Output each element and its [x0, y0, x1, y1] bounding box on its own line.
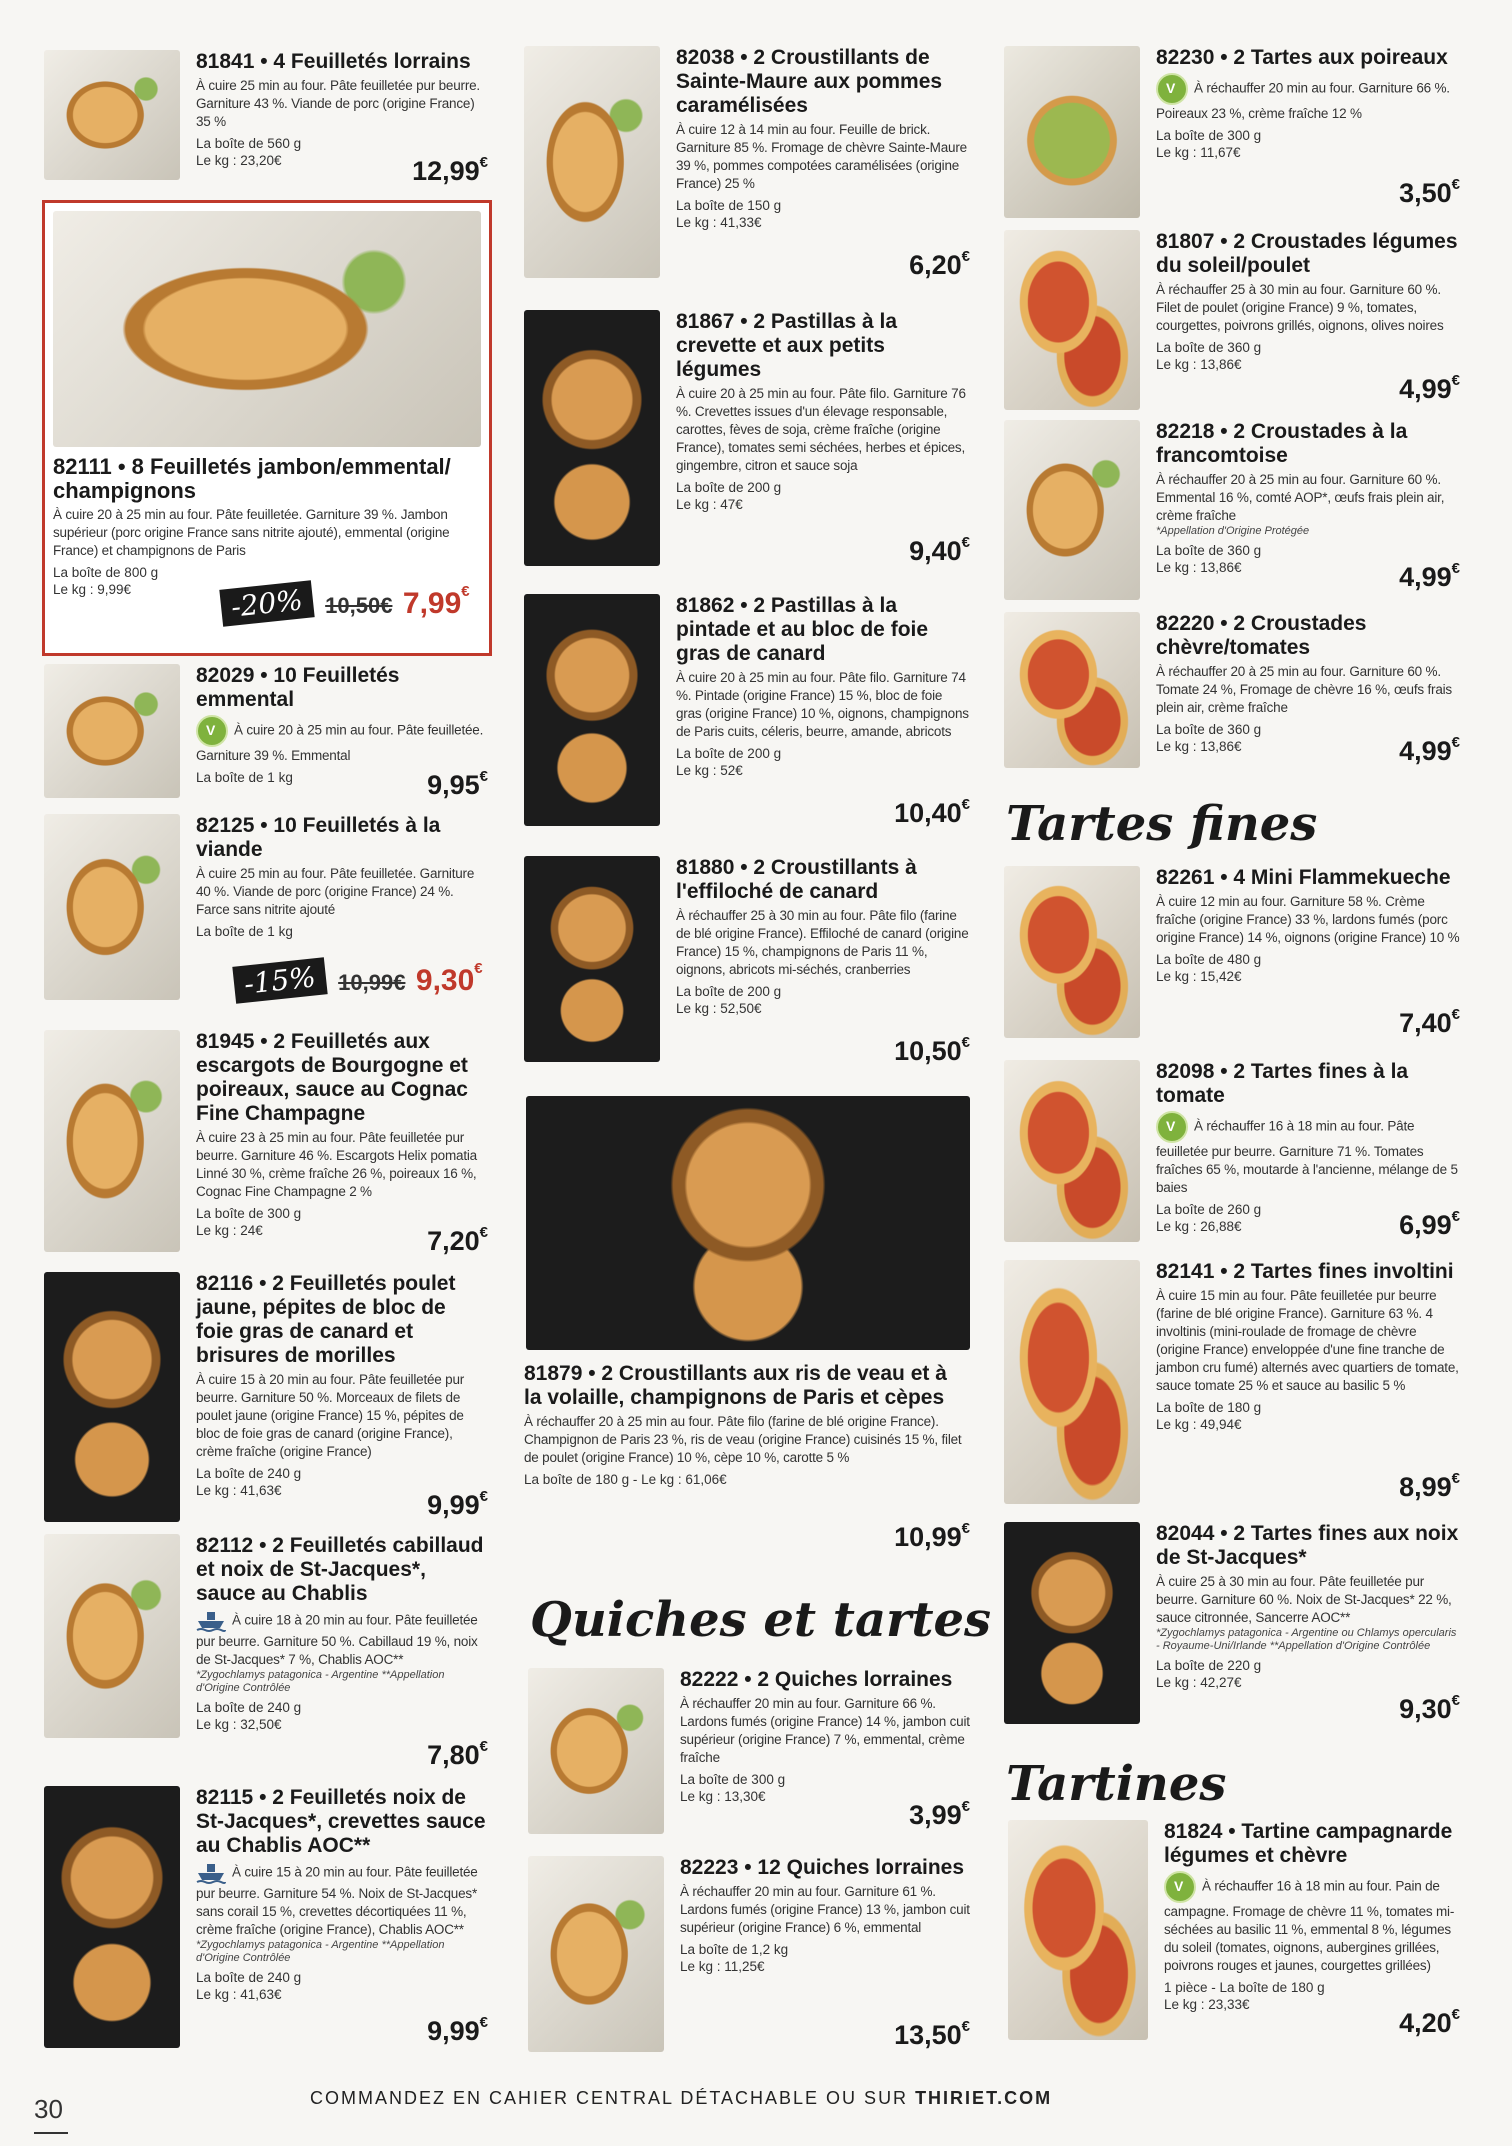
product-description: À cuire 25 min au four. Pâte feuilletée. Garniture 40 %. Viande de porc (origine France) 24 %. Farce sans nitrite ajouté: [196, 866, 475, 917]
product-image: [528, 1668, 664, 1834]
product-image: [524, 310, 660, 566]
product-price-per-kg: Le kg : 24€: [196, 1223, 263, 1238]
product-weight: La boîte de 220 g: [1156, 1658, 1262, 1673]
product-weight: La boîte de 800 g: [53, 565, 159, 580]
product-82220[interactable]: [1004, 612, 1460, 772]
product-description: À cuire 15 min au four. Pâte feuilletée pur beurre (farine de blé origine France). Garniture 63 %. 4 involtinis (mini-roulade de fromage de chèvre (origine France) enveloppée d'une fine tranche de jambon cru fumé) alternés avec quartiers de tomate, sauce tomate 25 % et sauce au basilic 5 %: [1156, 1288, 1459, 1393]
product-description: À réchauffer 20 min au four. Garniture 66 %. Lardons fumés (origine France) 14 %, jambon cuit supérieur (origine France) 7 %, emmental, crème fraîche: [680, 1696, 970, 1765]
product-price: 9,99€: [427, 2014, 488, 2046]
product-title: 81841 • 4 Feuilletés lorrains: [196, 50, 471, 73]
discount-block: [234, 962, 483, 999]
website-link[interactable]: THIRIET.COM: [915, 2088, 1053, 2108]
product-title: 82112 • 2 Feuilletés cabillaud et noix de St-Jacques*, sauce au Chablis: [196, 1534, 484, 1605]
discount-badge: -15%: [232, 957, 327, 1003]
product-price: 8,99€: [1399, 1470, 1460, 1502]
product-title: 81880 • 2 Croustillants à l'effiloché de canard: [676, 856, 917, 903]
product-price-per-kg: Le kg : 52€: [676, 763, 743, 778]
product-description: À cuire 12 à 14 min au four. Feuille de brick. Garniture 85 %. Fromage de chèvre Sainte-Maure 39 %, pommes compotées caramélisées (origine France) 25 %: [676, 122, 967, 191]
product-price: 4,99€: [1399, 560, 1460, 592]
product-82098[interactable]: [1004, 1060, 1460, 1244]
old-price: 10,50€: [325, 593, 393, 618]
product-price: 7,20€: [427, 1224, 488, 1256]
product-description: À réchauffer 20 à 25 min au four. Pâte filo (farine de blé origine France). Champignon de Paris 23 %, ris de veau (origine France) cuisinés 15 %, filet de poulet (origine France) 10 %, cèpe 10 %, carotte 5 %: [524, 1414, 962, 1465]
product-82218[interactable]: [1004, 420, 1460, 604]
product-price: 3,50€: [1399, 176, 1460, 208]
footnotes: *Zygochlamys patagonica - Argentine **Appellation d'Origine Contrôlée: [196, 1669, 445, 1694]
product-description: À cuire 25 min au four. Pâte feuilletée pur beurre. Garniture 43 %. Viande de porc (origine France) 35 %: [196, 78, 480, 129]
product-price: 10,99€: [894, 1520, 970, 1552]
product-title: 82218 • 2 Croustades à la francomtoise: [1156, 420, 1408, 467]
vegetarian-icon: [1156, 73, 1188, 105]
product-description: À cuire 23 à 25 min au four. Pâte feuilletée pur beurre. Garniture 46 %. Escargots Helix pomatia Linné 30 %, crème fraîche 26 %, poireaux 16 %, Cognac Fine Champagne 2 %: [196, 1130, 477, 1199]
product-image: [53, 211, 481, 447]
product-price: 13,50€: [894, 2018, 970, 2050]
product-price: 6,20€: [909, 248, 970, 280]
product-82038[interactable]: [524, 46, 970, 286]
product-82112[interactable]: [44, 1534, 488, 1774]
product-image: [1004, 420, 1140, 600]
product-title: 82223 • 12 Quiches lorraines: [680, 1856, 965, 1879]
product-price-per-kg: Le kg : 41,63€: [196, 1483, 282, 1498]
product-price: 9,95€: [427, 768, 488, 800]
product-image: [528, 1856, 664, 2052]
product-title: 82261 • 4 Mini Flammekueche: [1156, 866, 1451, 889]
product-price-per-kg: Le kg : 11,25€: [680, 1959, 765, 1974]
product-image: [524, 594, 660, 826]
product-description: À cuire 12 min au four. Garniture 58 %. Crème fraîche (origine France) 33 %, lardons fumés (porc origine France) 14 %, oignons (origine France) 10 %: [1156, 894, 1460, 945]
section-title-quiches: Quiches et tartes: [530, 1592, 992, 1648]
product-title: 82125 • 10 Feuilletés à la viande: [196, 814, 441, 861]
product-weight: La boîte de 300 g: [1156, 128, 1262, 143]
product-description: À réchauffer 25 à 30 min au four. Garniture 60 %. Filet de poulet (origine France) 9 %, tomates, courgettes, poivrons grillés, oignons, olives noires: [1156, 282, 1444, 333]
product-81862[interactable]: [524, 594, 970, 830]
product-description: À cuire 18 à 20 min au four. Pâte feuilletée pur beurre. Garniture 50 %. Cabillaud 19 %, noix de St-Jacques* 7 %, Chablis AOC**: [196, 1609, 488, 1669]
product-title: 82029 • 10 Feuilletés emmental: [196, 664, 400, 711]
product-image: [526, 1096, 970, 1350]
product-price: 4,99€: [1399, 734, 1460, 766]
product-price-per-kg: Le kg : 49,94€: [1156, 1417, 1242, 1432]
product-weight: La boîte de 150 g: [676, 198, 782, 213]
product-weight: La boîte de 300 g: [680, 1772, 786, 1787]
product-price-per-kg: Le kg : 41,63€: [196, 1987, 282, 2002]
product-weight: 1 pièce - La boîte de 180 g: [1164, 1980, 1325, 1995]
product-image: [1004, 866, 1140, 1038]
product-weight: La boîte de 480 g: [1156, 952, 1262, 967]
discount-badge: -20%: [219, 580, 314, 626]
product-82111-promo[interactable]: [42, 200, 492, 656]
product-description: VÀ cuire 20 à 25 min au four. Pâte feuilletée. Garniture 39 %. Emmental: [196, 715, 488, 765]
product-82141[interactable]: [1004, 1260, 1460, 1508]
product-image: [524, 46, 660, 278]
product-82261[interactable]: [1004, 866, 1460, 1042]
product-title: 82220 • 2 Croustades chèvre/tomates: [1156, 612, 1367, 659]
product-price-per-kg: Le kg : 42,27€: [1156, 1675, 1242, 1690]
product-image: [44, 1786, 180, 2048]
product-description: À cuire 20 à 25 min au four. Pâte filo. Garniture 74 %. Pintade (origine France) 15 %, bloc de foie gras (origine France) 10 %, oignons, champignons de Paris cuits, céleris, beurre, amande, abricots: [676, 670, 969, 739]
footnotes: *Zygochlamys patagonica - Argentine ou Chlamys opercularis - Royaume-Uni/Irlande **Appellation d'Origine Contrôlée: [1156, 1627, 1457, 1652]
product-weight-and-kg-price: La boîte de 180 g - Le kg : 61,06€: [524, 1472, 727, 1487]
product-price-per-kg: Le kg : 11,67€: [1156, 145, 1241, 160]
product-price: 7,80€: [427, 1738, 488, 1770]
new-price: 9,30€: [415, 960, 483, 997]
product-title: 82230 • 2 Tartes aux poireaux: [1156, 46, 1448, 69]
product-image: [44, 50, 180, 180]
new-price: 7,99€: [402, 583, 470, 620]
product-image: [1008, 1820, 1148, 2040]
product-weight: La boîte de 360 g: [1156, 543, 1262, 558]
product-weight: La boîte de 560 g: [196, 136, 302, 151]
product-description: À réchauffer 20 à 25 min au four. Garniture 60 %. Emmental 16 %, comté AOP*, œufs frais plein air, crème fraîche: [1156, 472, 1445, 523]
product-price-per-kg: Le kg : 32,50€: [196, 1717, 282, 1732]
product-price-per-kg: Le kg : 23,20€: [196, 153, 282, 168]
product-82115[interactable]: [44, 1786, 488, 2052]
product-weight: La boîte de 240 g: [196, 1970, 302, 1985]
product-title: 82116 • 2 Feuilletés poulet jaune, pépites de bloc de foie gras de canard et brisures de morilles: [196, 1272, 456, 1367]
product-description: À cuire 15 à 20 min au four. Pâte feuilletée pur beurre. Garniture 50 %. Morceaux de filets de poulet jaune (origine France) 15 %, pépites de bloc de foie gras de canard (origine France), crème fraîche (origine France): [196, 1372, 465, 1459]
product-title: 82044 • 2 Tartes fines aux noix de St-Jacques*: [1156, 1522, 1459, 1569]
product-description: À réchauffer 20 à 25 min au four. Garniture 60 %. Tomate 24 %, Fromage de chèvre 16 %, œufs frais plein air, crème fraîche: [1156, 664, 1452, 715]
old-price: 10,99€: [338, 970, 406, 995]
product-title: 82111 • 8 Feuilletés jambon/emmental/ champignons: [53, 454, 451, 503]
product-81879[interactable]: [524, 1096, 970, 1566]
product-image: [1004, 1260, 1140, 1504]
product-image: [44, 664, 180, 798]
page-number-underline: [34, 2132, 68, 2134]
product-title: 81945 • 2 Feuilletés aux escargots de Bourgogne et poireaux, sauce au Cognac Fine Champagne: [196, 1030, 468, 1125]
product-81841[interactable]: [44, 50, 488, 190]
product-image: [1004, 1060, 1140, 1242]
product-81807[interactable]: [1004, 230, 1460, 414]
product-price: 7,40€: [1399, 1006, 1460, 1038]
product-82029[interactable]: [44, 664, 488, 804]
product-81867[interactable]: [524, 310, 970, 570]
product-weight: La boîte de 260 g: [1156, 1202, 1262, 1217]
product-title: 81862 • 2 Pastillas à la pintade et au bloc de foie gras de canard: [676, 594, 929, 665]
product-price-per-kg: Le kg : 23,33€: [1164, 1997, 1250, 2012]
product-image: [1004, 612, 1140, 768]
product-weight: La boîte de 180 g: [1156, 1400, 1262, 1415]
product-81945[interactable]: [44, 1030, 488, 1256]
vegetarian-icon: [1156, 1111, 1188, 1143]
product-price-per-kg: Le kg : 13,86€: [1156, 739, 1242, 754]
product-82044[interactable]: [1004, 1522, 1460, 1728]
discount-block: [221, 585, 470, 622]
product-description: À réchauffer 25 à 30 min au four. Pâte filo (farine de blé origine France). Effiloché de canard (origine France) 15 %, champignons de Paris 11 %, oignons, abricots mi-séchés, cranberries: [676, 908, 969, 977]
fishing-boat-icon: [196, 1609, 226, 1633]
product-weight: La boîte de 200 g: [676, 480, 782, 495]
product-price-per-kg: Le kg : 47€: [676, 497, 743, 512]
product-price-per-kg: Le kg : 15,42€: [1156, 969, 1242, 984]
product-image: [44, 1030, 180, 1252]
product-weight: La boîte de 1 kg: [196, 924, 293, 939]
product-price: 3,99€: [909, 1798, 970, 1830]
product-description: À cuire 15 à 20 min au four. Pâte feuilletée pur beurre. Garniture 54 %. Noix de St-Jacques* sans corail 15 %, crevettes décortiquées 11 %, crème fraîche (origine France), Chablis AOC**: [196, 1861, 488, 1939]
product-title: 82222 • 2 Quiches lorraines: [680, 1668, 953, 1691]
vegetarian-icon: [196, 715, 228, 747]
product-81824[interactable]: [1008, 1820, 1460, 2042]
product-weight: La boîte de 200 g: [676, 984, 782, 999]
product-weight: La boîte de 200 g: [676, 746, 782, 761]
product-price-per-kg: Le kg : 13,86€: [1156, 560, 1242, 575]
product-title: 82098 • 2 Tartes fines à la tomate: [1156, 1060, 1409, 1107]
product-weight: La boîte de 360 g: [1156, 340, 1262, 355]
product-description: VÀ réchauffer 16 à 18 min au four. Pain de campagne. Fromage de chèvre 11 %, tomates mi-séchées au basilic 11 %, emmental 8 %, légumes du soleil (tomates, oignons, aubergines grillées, poivrons rouges et jaunes, courgettes grillées): [1164, 1871, 1460, 1975]
product-image: [1004, 230, 1140, 410]
product-price: 12,99€: [412, 154, 488, 186]
product-weight: La boîte de 240 g: [196, 1466, 302, 1481]
product-title: 82115 • 2 Feuilletés noix de St-Jacques*, crevettes sauce au Chablis AOC**: [196, 1786, 486, 1857]
product-title: 81807 • 2 Croustades légumes du soleil/poulet: [1156, 230, 1458, 277]
product-title: 81867 • 2 Pastillas à la crevette et aux petits légumes: [676, 310, 898, 381]
product-82223[interactable]: [528, 1856, 970, 2052]
product-82222[interactable]: [528, 1668, 970, 1840]
footnotes: *Zygochlamys patagonica - Argentine **Appellation d'Origine Contrôlée: [196, 1939, 445, 1964]
footnotes: *Appellation d'Origine Protégée: [1156, 525, 1310, 537]
product-title: 82038 • 2 Croustillants de Sainte-Maure aux pommes caramélisées: [676, 46, 943, 117]
vegetarian-icon: [1164, 1871, 1196, 1903]
product-image: [524, 856, 660, 1062]
product-price-per-kg: Le kg : 9,99€: [53, 582, 132, 597]
product-price-per-kg: Le kg : 41,33€: [676, 215, 762, 230]
product-82230[interactable]: [1004, 46, 1460, 222]
product-price-per-kg: Le kg : 52,50€: [676, 1001, 762, 1016]
product-image: [44, 1534, 180, 1738]
product-weight: La boîte de 240 g: [196, 1700, 302, 1715]
product-description: À cuire 20 à 25 min au four. Pâte feuilletée. Garniture 39 %. Jambon supérieur (porc origine France sans nitrite ajouté), emmental (origine France) et champignons de Paris: [53, 507, 450, 558]
product-description: À réchauffer 20 min au four. Garniture 61 %. Lardons fumés (origine France) 13 %, jambon cuit supérieur (origine France) 6 %, emmental: [680, 1884, 970, 1935]
product-price: 4,99€: [1399, 372, 1460, 404]
product-title: 81824 • Tartine campagnarde légumes et chèvre: [1164, 1820, 1453, 1867]
product-title: 81879 • 2 Croustillants aux ris de veau et à la volaille, champignons de Paris et cèpes: [524, 1362, 947, 1409]
page-number: 30: [34, 2094, 63, 2124]
product-price: 4,20€: [1399, 2006, 1460, 2038]
product-82125[interactable]: [44, 814, 488, 1000]
product-title: 82141 • 2 Tartes fines involtini: [1156, 1260, 1454, 1283]
product-description: VÀ réchauffer 16 à 18 min au four. Pâte feuilletée pur beurre. Garniture 71 %. Tomates fraîches 65 %, moutarde à l'ancienne, mélange de 5 baies: [1156, 1111, 1460, 1197]
product-weight: La boîte de 1 kg: [196, 770, 293, 785]
product-image: [1004, 1522, 1140, 1724]
product-image: [44, 1272, 180, 1522]
product-weight: La boîte de 1,2 kg: [680, 1942, 789, 1957]
product-price: 10,40€: [894, 796, 970, 828]
product-description: VÀ réchauffer 20 min au four. Garniture 66 %. Poireaux 23 %, crème fraîche 12 %: [1156, 73, 1460, 123]
product-description: À cuire 20 à 25 min au four. Pâte filo. Garniture 76 %. Crevettes issues d'un élevage responsable, carottes, fèves de soja, crème fraîche (origine France), tomates semi séchées, herbes et épices, gingembre, citron et sauce soja: [676, 386, 966, 473]
product-description: À cuire 25 à 30 min au four. Pâte feuilletée pur beurre. Garniture 60 %. Noix de St-Jacques* 22 %, sauce citronnée, Sancerre AOC**: [1156, 1574, 1452, 1625]
section-title-tartes-fines: Tartes fines: [1006, 796, 1318, 852]
product-price-per-kg: Le kg : 26,88€: [1156, 1219, 1242, 1234]
product-price: 10,50€: [894, 1034, 970, 1066]
product-weight: La boîte de 360 g: [1156, 722, 1262, 737]
product-price: 9,99€: [427, 1488, 488, 1520]
product-price: 6,99€: [1399, 1208, 1460, 1240]
product-price-per-kg: Le kg : 13,86€: [1156, 357, 1242, 372]
product-weight: La boîte de 300 g: [196, 1206, 302, 1221]
product-image: [44, 814, 180, 1000]
product-price-per-kg: Le kg : 13,30€: [680, 1789, 766, 1804]
footer-order-info: COMMANDEZ EN CAHIER CENTRAL DÉTACHABLE OU SUR THIRIET.COM: [310, 2088, 1053, 2108]
product-price: 9,40€: [909, 534, 970, 566]
section-title-tartines: Tartines: [1006, 1756, 1227, 1812]
product-81880[interactable]: [524, 856, 970, 1070]
product-price: 9,30€: [1399, 1692, 1460, 1724]
fishing-boat-icon: [196, 1861, 226, 1885]
product-82116[interactable]: [44, 1272, 488, 1522]
product-image: [1004, 46, 1140, 218]
